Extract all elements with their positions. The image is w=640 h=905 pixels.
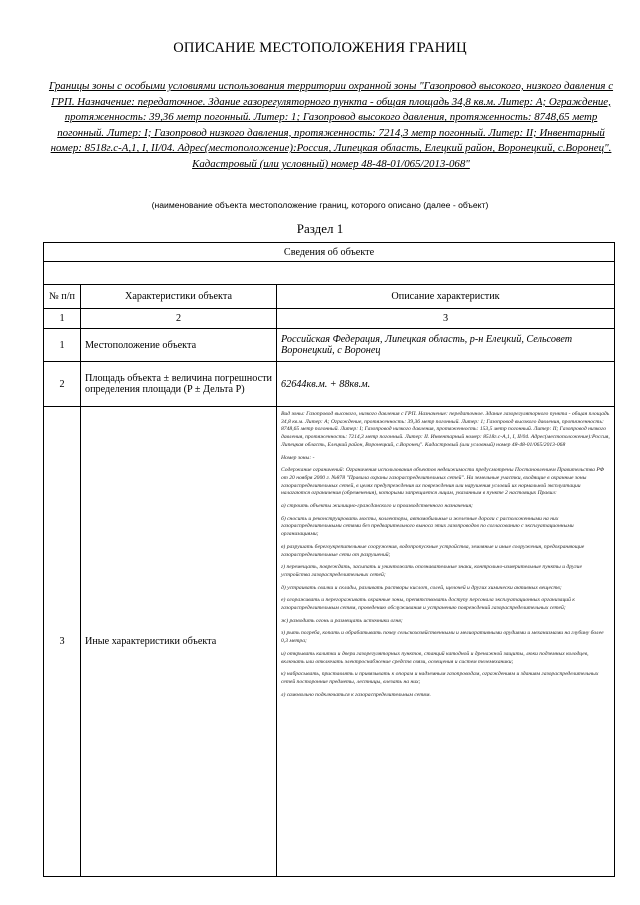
column-number-2: 2 xyxy=(81,309,277,329)
detail-paragraph: е) огораживать и перегораживать охранные зоны, препятствовать доступу персонала эксплуатационных организаций к газораспределительным сетям, проведению обслуживания и устранению повреждений газораспределительных сетей; xyxy=(281,597,575,612)
detail-paragraph: а) строить объекты жилищно-гражданского и производственного назначения; xyxy=(281,503,473,510)
detail-paragraph: б) сносить и реконструировать мосты, коллекторы, автомобильные и железные дороги с расположенными на них газораспределительными сетями без предварительного выноса этих газопроводов по согласованию с эксплуатационными организациями; xyxy=(281,515,574,538)
detail-paragraph: д) устраивать свалки и склады, разливать растворы кислот, солей, щелочей и других химически активных веществ; xyxy=(281,584,562,591)
detail-paragraph: Содержание ограничений: Ограничения использования объектов недвижимости предусмотрены Постановлением Правительства РФ от 20 ноября 2000 г. №878 "Правила охраны газораспределительных сетей". На земельные участки, входящие в охранные зоны газораспределительных сетей, в целях предупреждения их повреждения или нарушения условий их нормальной эксплуатации налагаются ограничения (обременения), которыми запрещается лицам, указанным в пункте 2 настоящих Правил: xyxy=(281,467,605,497)
detail-paragraph: Вид зоны: Газопровод высокого, низкого давления с ГРП. Назначение: передаточное. Здание газорегуляторного пункта - общая площадь 34,8 кв.м. Литер: А; Ограждение, протяженность: 39,36 метр погонный. Литер: 1; Газопровод высокого давления, протяженность: 8748,65 метр погонный. Литер: I; Газопровод низкого давления, протяженность: 153,5 метр погонный. Литер: II; Газопровод низкого давления, протяженность: 7214,3 метр погонный. Литер: II. Инвентарный номер: 8518г.с-А,1, I, II/04. Адрес(местоположение):Россия, Липецкая область, Елецкий район, Воронецкий, с.Воронец". Кадастровый (или условный) номер 48-48-01/065/2013-068 xyxy=(281,411,610,448)
table-header: Сведения об объекте xyxy=(44,243,615,262)
detail-paragraph: к) набрасывать, приставлять и привязывать к опорам и надземным газопроводам, ограждениям и зданиям газораспределительных сетей посторонние предметы, лестницы, влезать на них; xyxy=(281,671,599,685)
row-description: 62644кв.м. + 88кв.м. xyxy=(277,362,615,407)
column-number-3: 3 xyxy=(277,309,615,329)
table-row xyxy=(44,407,615,877)
detail-paragraph: и) открывать калитки и двери газорегуляторных пунктов, станций катодной и дренажной защиты, люки подземных колодцев, включать или отключать электроснабжение средств связи, освещения и систем телемеханики; xyxy=(281,650,589,665)
row-characteristic: Иные характеристики объекта xyxy=(81,407,277,877)
object-description: Границы зоны с особыми условиями использования территории охранной зоны "Газопровод высокого, низкого давления с ГРП. Назначение: передаточное. Здание газорегуляторного пункта - общая площадь 34,8 кв.м. Литер: А; Ограждение, протяженность: 39,36 метр погонный. Литер: 1; Газопровод высокого давления, протяженность: 8748,65 метр погонный. Литер: I; Газопровод низкого давления, протяженность: 7214,3 метр погонный. Литер: II; Инвентарный номер: 8518г.с-А,1, I, II/04. Адрес(местоположение):Россия, Липецкая область, Елецкий район, Воронецкий, с.Воронец". Кадастровый (или условный) номер 48-48-01/065/2013-068" xyxy=(48,80,614,170)
document-title: ОПИСАНИЕ МЕСТОПОЛОЖЕНИЯ ГРАНИЦ xyxy=(173,40,467,56)
section-title: Раздел 1 xyxy=(296,221,344,236)
detail-paragraph: ж) разводить огонь и размещать источники огня; xyxy=(281,617,403,624)
row-number: 2 xyxy=(44,362,81,407)
row-characteristic: Местоположение объекта xyxy=(81,329,277,362)
detail-paragraph: г) перемещать, повреждать, засыпать и уничтожать опознавательные знаки, контрольно-измерительные пункты и другие устройства газораспределительных сетей; xyxy=(281,564,582,578)
column-header-characteristic: Характеристики объекта xyxy=(81,285,277,309)
detail-paragraph: л) самовольно подключаться к газораспределительным сетям. xyxy=(281,691,431,698)
row-description: Российская Федерация, Липецкая область, р-н Елецкий, Сельсовет Воронецкий, с Воронец xyxy=(277,329,615,362)
detail-paragraph: Номер зоны: - xyxy=(281,454,315,461)
row-number: 1 xyxy=(44,329,81,362)
detail-paragraph: в) разрушать берегоукрепительные сооружения, водопропускные устройства, земляные и иные сооружения, предохраняющие газораспределительные сети от разрушений; xyxy=(281,543,585,558)
empty-row xyxy=(44,262,615,285)
object-info-table xyxy=(43,242,615,877)
column-number-1: 1 xyxy=(44,309,81,329)
column-header-description: Описание характеристик xyxy=(277,285,615,309)
detail-paragraph: з) рыть погреба, копать и обрабатывать почву сельскохозяйственными и мелиоративными орудиями и механизмами на глубину более 0,3 метра; xyxy=(281,630,604,645)
row-description-details xyxy=(277,407,615,877)
table-row xyxy=(44,362,615,407)
row-characteristic: Площадь объекта ± величина погрешности определения площади (P ± Дельта P) xyxy=(81,362,277,407)
row-number: 3 xyxy=(44,407,81,877)
column-header-num: № п/п xyxy=(44,285,81,309)
object-caption: (наименование объекта местоположение границ, которого описано (далее - объект) xyxy=(151,200,489,210)
table-row xyxy=(44,329,615,362)
